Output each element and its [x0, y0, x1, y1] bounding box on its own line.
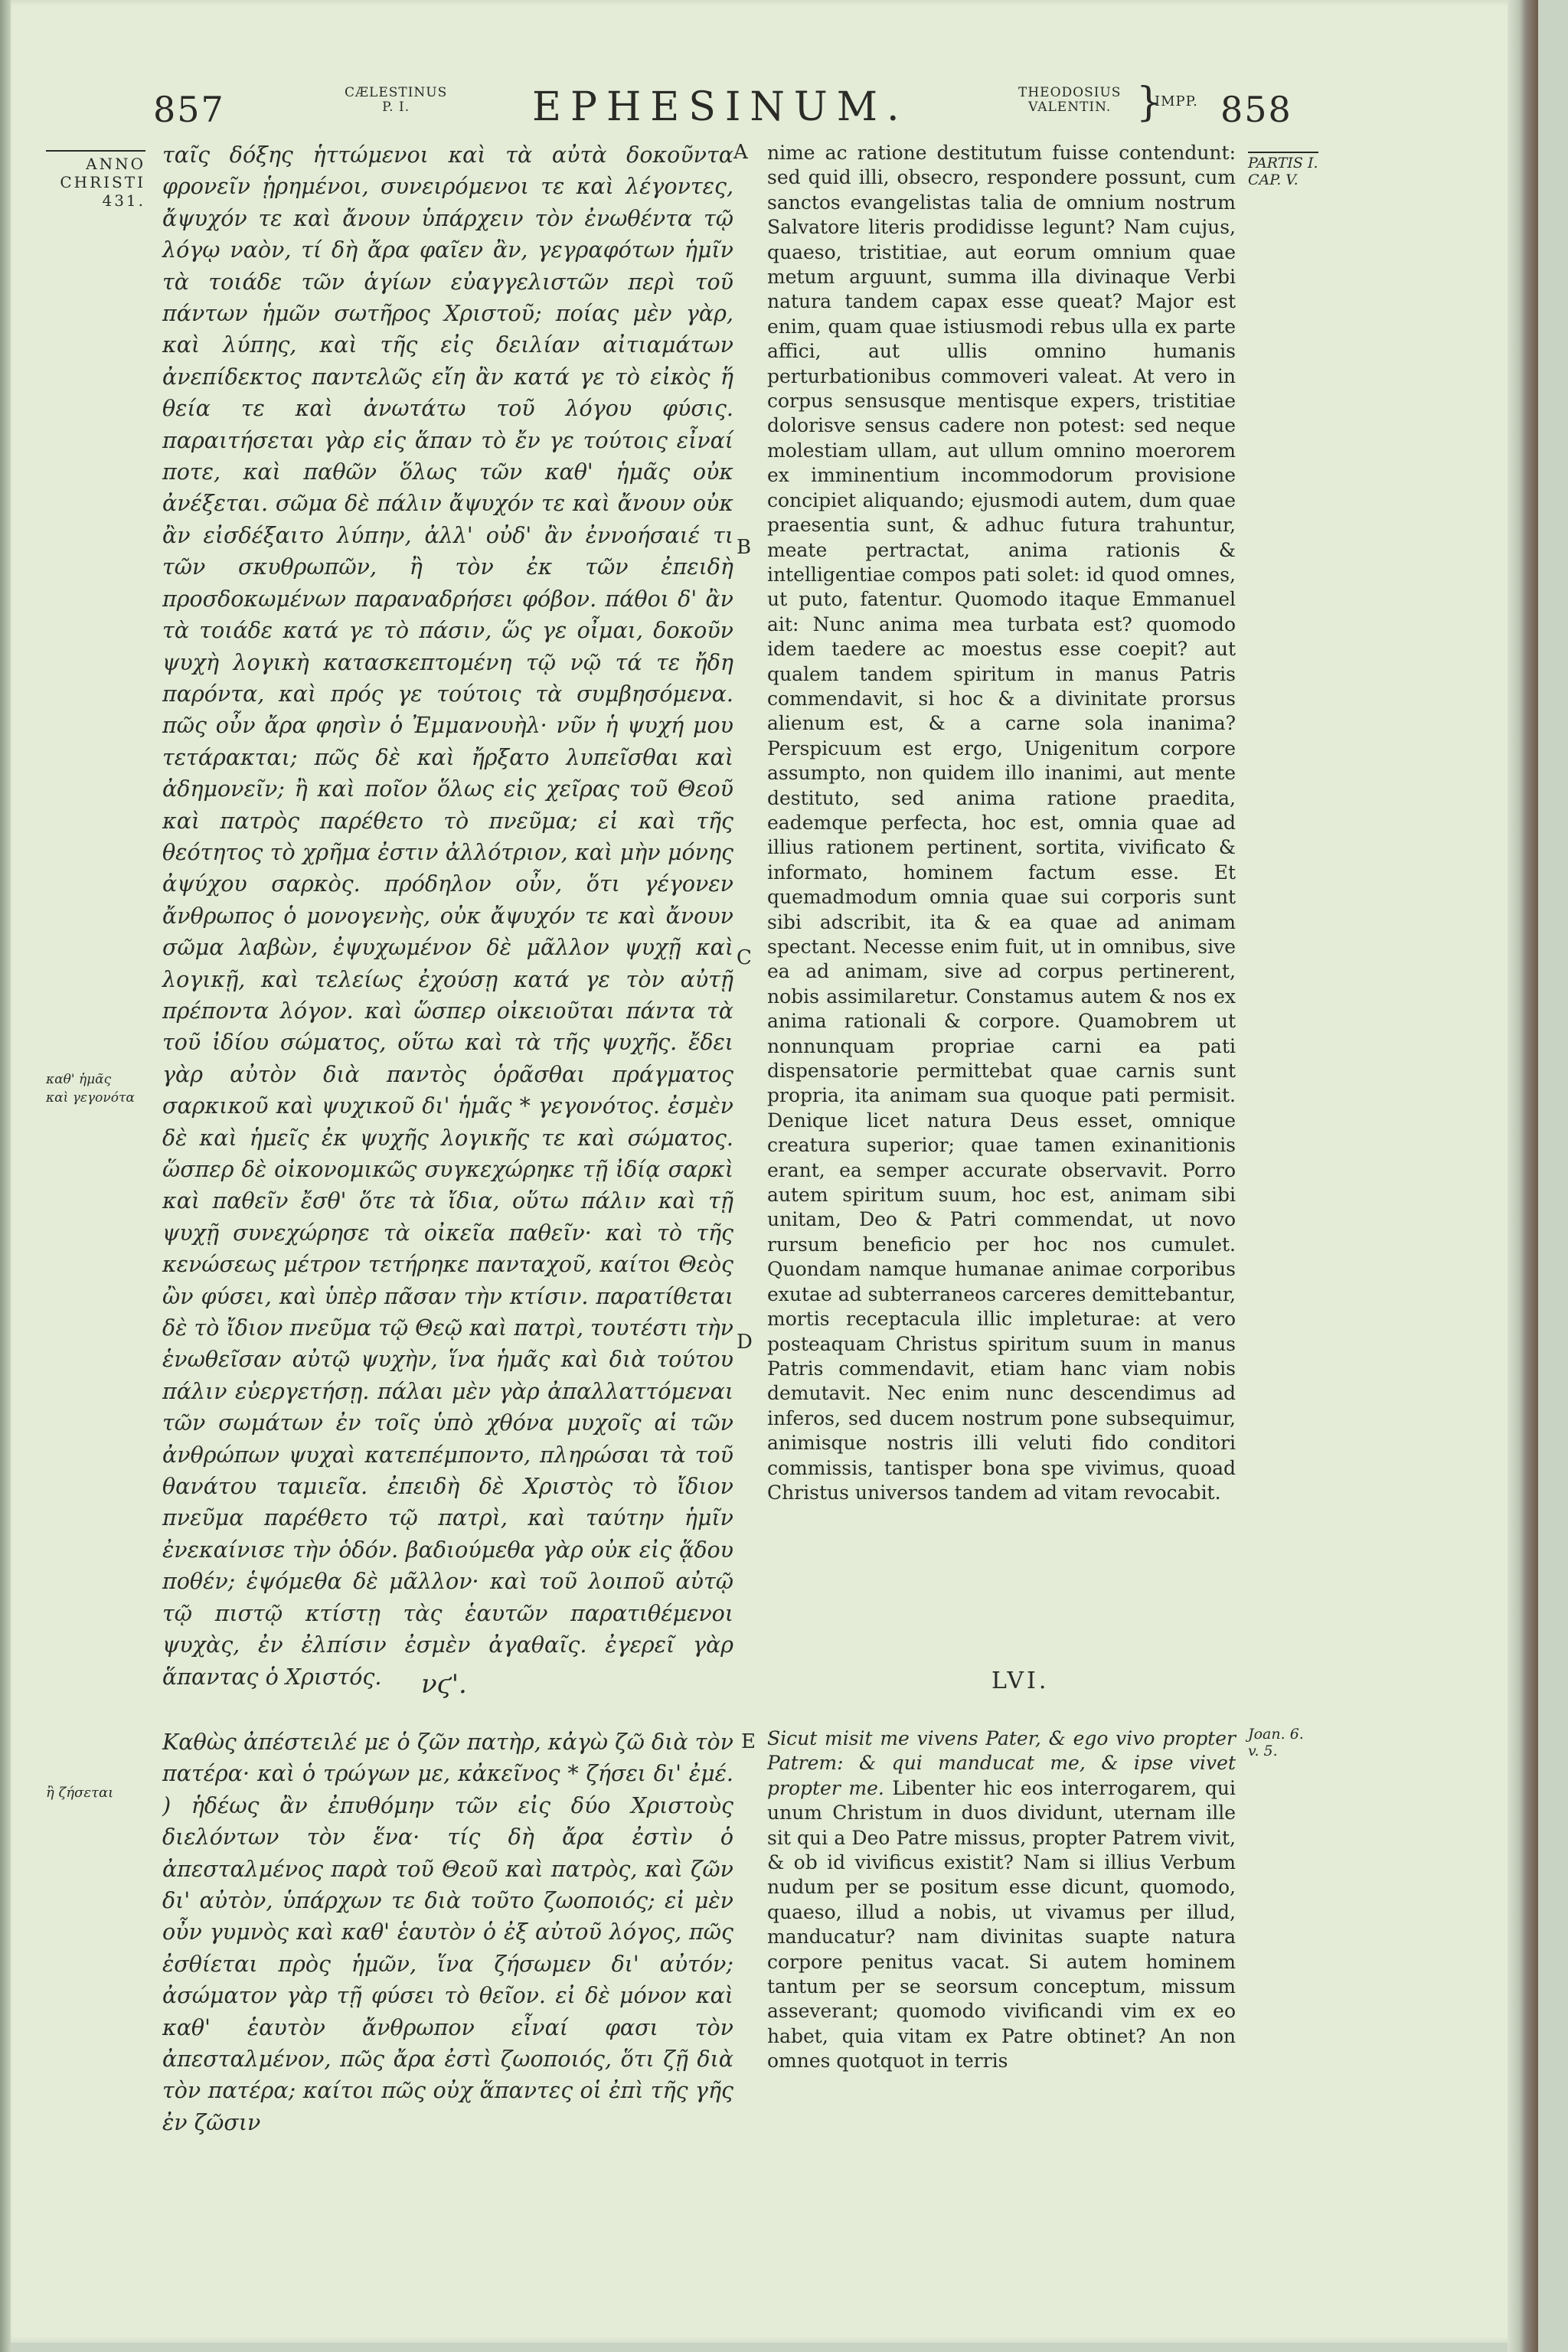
page-edges: [1508, 0, 1538, 2352]
greek-text-lower: Καθὼς ἀπέστειλέ με ὁ ζῶν πατὴρ, κἀγὼ ζῶ διὰ τὸν πατέρα· καὶ ὁ τρώγων με, κἀκεῖνος * ζήσει δι' ἐμέ. ) ἡδέως ἂν ἐπυθόμην τῶν εἰς δύο Χριστοὺς διελόντων τὸν ἕνα· τίς δὴ ἄρα ἐστὶν ὁ ἀπεσταλμένος παρὰ τοῦ Θεοῦ καὶ πατρὸς, καὶ ζῶν δι' αὐτὸν, ὑπάρχων τε διὰ τοῦτο ζωοποιός; εἰ μὲν οὖν γυμνὸς καὶ καθ' ἑαυτὸν ὁ ἐξ αὐτοῦ λόγος, πῶς ἐσθίεται πρὸς ἡμῶν, ἵνα ζήσωμεν δι' αὐτόν; ἀσώματον γὰρ τῇ φύσει τὸ θεῖον. εἰ δὲ μόνον καὶ καθ' ἑαυτὸν ἄνθρωπον εἶναί φασι τὸν ἀπεσταλμένον, πῶς ἄρα ἐστὶ ζωοποιός, ὅτι ζῇ διὰ τὸν πατέρα; καίτοι πῶς οὐχ ἅπαντες οἱ ἐπὶ τῆς γῆς ἐν ζῶσιν: [162, 1730, 733, 2135]
latin-column-lower: [767, 1726, 1236, 2074]
header-title: EPHESINUM.: [532, 84, 909, 130]
anno-text: ANNO CHRISTI 431.: [60, 155, 145, 210]
greek-column-upper: [162, 139, 733, 1693]
header-brace: }: [1136, 80, 1162, 126]
margin-john-ref: Joan. 6. v. 5.: [1248, 1726, 1304, 1759]
header-theodosius: THEODOSIUS VALENTIN.: [1018, 85, 1122, 115]
section-letter-e: E: [741, 1730, 756, 1753]
margin-partis: PARTIS I. CAP. V.: [1248, 152, 1318, 188]
greek-column-lower: [162, 1726, 733, 2138]
running-header: [153, 80, 1294, 136]
section-letter-d: D: [737, 1331, 753, 1354]
margin-note-zesetai: ἢ ζήσεται: [46, 1785, 114, 1801]
greek-text-upper: ταῖς δόξης ἡττώμενοι καὶ τὰ αὐτὰ δοκοῦντα φρονεῖν ᾑρημένοι, συνειρόμενοι τε καὶ λέγοντες, ἄψυχόν τε καὶ ἄνουν ὑπάρχειν τὸν ἐνωθέντα τῷ λόγῳ ναὸν, τί δὴ ἄρα φαῖεν ἂν, γεγραφότων ἡμῖν τὰ τοιάδε τῶν ἁγίων εὐαγγελιστῶν περὶ τοῦ πάντων ἡμῶν σωτῆρος Χριστοῦ; ποίας μὲν γὰρ, καὶ λύπης, καὶ τῆς εἰς δειλίαν αἰτιαμάτων ἀνεπίδεκτος παντελῶς εἴη ἂν κατά γε τὸ εἰκὸς ἥ θεία τε καὶ ἀνωτάτω τοῦ λόγου φύσις. παραιτήσεται γὰρ εἰς ἅπαν τὸ ἔν γε τούτοις εἶναί ποτε, καὶ παθῶν ὅλως τῶν καθ' ἡμᾶς οὐκ ἀνέξεται. σῶμα δὲ πάλιν ἄψυχόν τε καὶ ἄνουν οὐκ ἂν εἰσδέξαιτο λύπην, ἀλλ' οὐδ' ἂν ἐννοήσαιέ τι τῶν σκυθρωπῶν, ἢ τὸν ἐκ τῶν ἐπειδὴ προσδοκωμένων παραναδρήσει φόβον. πάθοι δ' ἂν τὰ τοιάδε κατά γε τὸ πάσιν, ὥς γε οἶμαι, δοκοῦν ψυχὴ λογικὴ κατασκεπτομένη τῷ νῷ τά τε ἤδη παρόντα, καὶ πρός γε τούτοις τὰ συμβησόμενα. πῶς οὖν ἄρα φησὶν ὁ Ἐμμανουὴλ· νῦν ἡ ψυχή μου τετάρακται; πῶς δὲ καὶ ἤρξατο λυπεῖσθαι καὶ ἀδημονεῖν; ἢ καὶ ποῖον ὅλως εἰς χεῖρας τοῦ Θεοῦ καὶ πατρὸς παρέθετο τὸ πνεῦμα; εἰ καὶ τῆς θεότητος τὸ χρῆμα ἐστιν ἀλλότριον, καὶ μὴν μόνης ἀψύχου σαρκὸς. πρόδηλον οὖν, ὅτι γέγονεν ἄνθρωπος ὁ μονογενὴς, οὐκ ἄψυχόν τε καὶ ἄνουν σῶμα λαβὼν, ἐψυχωμένον δὲ μᾶλλον ψυχῇ καὶ λογικῇ, καὶ τελείως ἐχούσῃ κατά γε τὸν αὐτῇ πρέποντα λόγον. καὶ ὥσπερ οἰκειοῦται πάντα τὰ τοῦ ἰδίου σώματος, οὕτω καὶ τὰ τῆς ψυχῆς. ἔδει γὰρ αὐτὸν διὰ παντὸς ὁρᾶσθαι πράγματος σαρκικοῦ καὶ ψυχικοῦ δι' ἡμᾶς * γεγονότος. ἐσμὲν δὲ καὶ ἡμεῖς ἐκ ψυχῆς λογικῆς τε καὶ σώματος. ὥσπερ δὲ οἰκονομικῶς συγκεχώρηκε τῇ ἰδίᾳ σαρκὶ καὶ παθεῖν ἔσθ' ὅτε τὰ ἴδια, οὕτω πάλιν καὶ τῇ ψυχῇ συνεχώρησε τὰ οἰκεῖα παθεῖν· καὶ τὸ τῆς κενώσεως μέτρον τετήρηκε πανταχοῦ, καίτοι Θεὸς ὢν φύσει, καὶ ὑπὲρ πᾶσαν τὴν κτίσιν. παρατίθεται δὲ τὸ ἴδιον πνεῦμα τῷ Θεῷ καὶ πατρὶ, τουτέστι τὴν ἑνωθεῖσαν αὐτῷ ψυχὴν, ἵνα ἡμᾶς καὶ διὰ τούτου πάλιν εὐεργετήσῃ. πάλαι μὲν γὰρ ἀπαλλαττόμεναι τῶν σωμάτων ἐν τοῖς ὑπὸ χθόνα μυχοῖς αἱ τῶν ἀνθρώπων ψυχαὶ κατεπέμποντο, πληρώσαι τὰ τοῦ θανάτου ταμιεῖα. ἐπειδὴ δὲ Χριστὸς τὸ ἴδιον πνεῦμα παρέθετο τῷ πατρὶ, καὶ ταύτην ἡμῖν ἐνεκαίνισε τὴν ὁδόν. βαδιούμεθα γὰρ οὐκ εἰς ᾅδου ποθέν; ἑψόμεθα δὲ μᾶλλον· καὶ τοῦ λοιποῦ αὐτῷ τῷ πιστῷ κτίστῃ τὰς ἑαυτῶν παρατιθέμενοι ψυχὰς, ἐν ἐλπίσιν ἐσμὲν ἀγαθαῖς. ἐγερεῖ γὰρ ἅπαντας ὁ Χριστός.: [162, 142, 733, 1690]
page-number-left: 857: [153, 89, 225, 130]
latin-paragraph-lower: [767, 1726, 1236, 2074]
header-caelestinus: CÆLESTINUS P. I.: [345, 85, 448, 115]
section-letter-b: B: [737, 536, 752, 559]
latin-text-upper: nime ac ratione destitutum fuisse contendunt: sed quid illi, obsecro, respondere possunt, cum sanctos evangelistas talia de omnium nostrum Salvatore literis prodidisse legunt? Nam cujus, quaeso, tristitiae, aut eorum omnium quae metum arguunt, summa illa divinaque Verbi natura tandem capax esse queat? Major est enim, quam quae istiusmodi rebus ulla ex parte affici, aut ullis omnino humanis perturbationibus commoveri valeat. At vero in corpus sensusque mentisque expers, tristitiae dolorisve sensus cadere non potest: sed neque molestiam ullam, aut ullum omnino moerorem ex imminentium incommodorum provisione concipiet aliquando; ejusmodi autem, dum quae praesentia sunt, & adhuc futura trahuntur, meate pertractat, anima rationis & intelligentiae compos pati solet: id quod omnes, ut puto, fatentur. Quomodo itaque Emmanuel ait: Nunc anima mea turbata est? quomodo idem taedere ac moestus esse coepit? aut qualem tandem spiritum in manus Patris commendavit, si hoc & a divinitate prorsus alienum est, & a carne sola inanima? Perspicuum est ergo, Unigenitum corpore assumpto, non quidem illo inanimi, aut mente destituto, sed anima ratione praedita, eademque perfecta, hoc est, omnia quae ad illius rationem pertinent, sortita, vivificato & informato, hominem factum esse. Et quemadmodum omnia quae sui corporis sunt sibi adscribit, ita & ea quae ad animam spectant. Necesse enim fuit, ut in omnibus, sive ea ad animam, sive ad corpus pertinerent, nobis assimilaretur. Constamus autem & nos ex anima rationali & corpore. Quamobrem ut nonnunquam propriae carni ea pati dispensatorie permittebat quae carnis sunt propria, ita animam sua quoque pati permisit. Denique licet natura Deus esset, omnique creatura superior; quae tamen exinanitionis erant, ea semper accurate observavit. Porro autem spiritum suum, hoc est, animam sibi unitam, Deo & Patri commendat, ut novo rursum beneficio per hoc nos cumulet. Quondam namque humanae animae corporibus exutae ad subterraneos carceres demittebantur, mortis receptacula illic impleturae: at vero posteaquam Christus spiritum suum in manus Patris commendavit, etiam hanc viam nobis demutavit. Nec enim nunc descendimus ad inferos, sed ducem nostrum pone subsequimur, animisque nostris illi veluti fido conditori commissis, tantisper bona spe vivimus, quoad Christus universos tandem ad vitam revocabit.: [767, 142, 1236, 1504]
section-letter-a: A: [733, 141, 748, 164]
page-number-right: 858: [1220, 89, 1292, 130]
latin-text-lower: Libenter hic eos interrogarem, qui unum Christum in duos dividunt, uternam ille sit qui a Deo Patre missus, propter Patrem vivit, & ob id vivificus existit? Nam si illius Verbum nudum per se positum esse dicunt, quomodo, quaeso, illud a nobis, ut vivamus per illud, manducatur? nam divinitas suapte natura corpore penitus vacat. Si autem hominem tantum per se seorsum conceptum, missum asseverant; quomodo vivificandi vim ex eo habet, quia vitam ex Patre obtinet? An non omnes quotquot in terris: [767, 1776, 1236, 2073]
scripture-quote: Sicut misit me vivens Pater, & ego vivo propter Patrem: & qui manducat me, & ipse vivet propter me.: [767, 1727, 1236, 1799]
book-binding: [0, 0, 11, 2352]
latin-column-upper: [767, 141, 1236, 1505]
section-number-greek: νϛ'.: [421, 1669, 467, 1700]
section-letter-c: C: [737, 946, 752, 969]
margin-anno-christi: [46, 150, 145, 210]
margin-note-kath-hemas: καθ' ἡμᾶς καὶ γεγονότα: [46, 1072, 135, 1106]
section-number-latin: LVI.: [991, 1668, 1050, 1694]
header-impp: IMPP.: [1155, 93, 1198, 109]
